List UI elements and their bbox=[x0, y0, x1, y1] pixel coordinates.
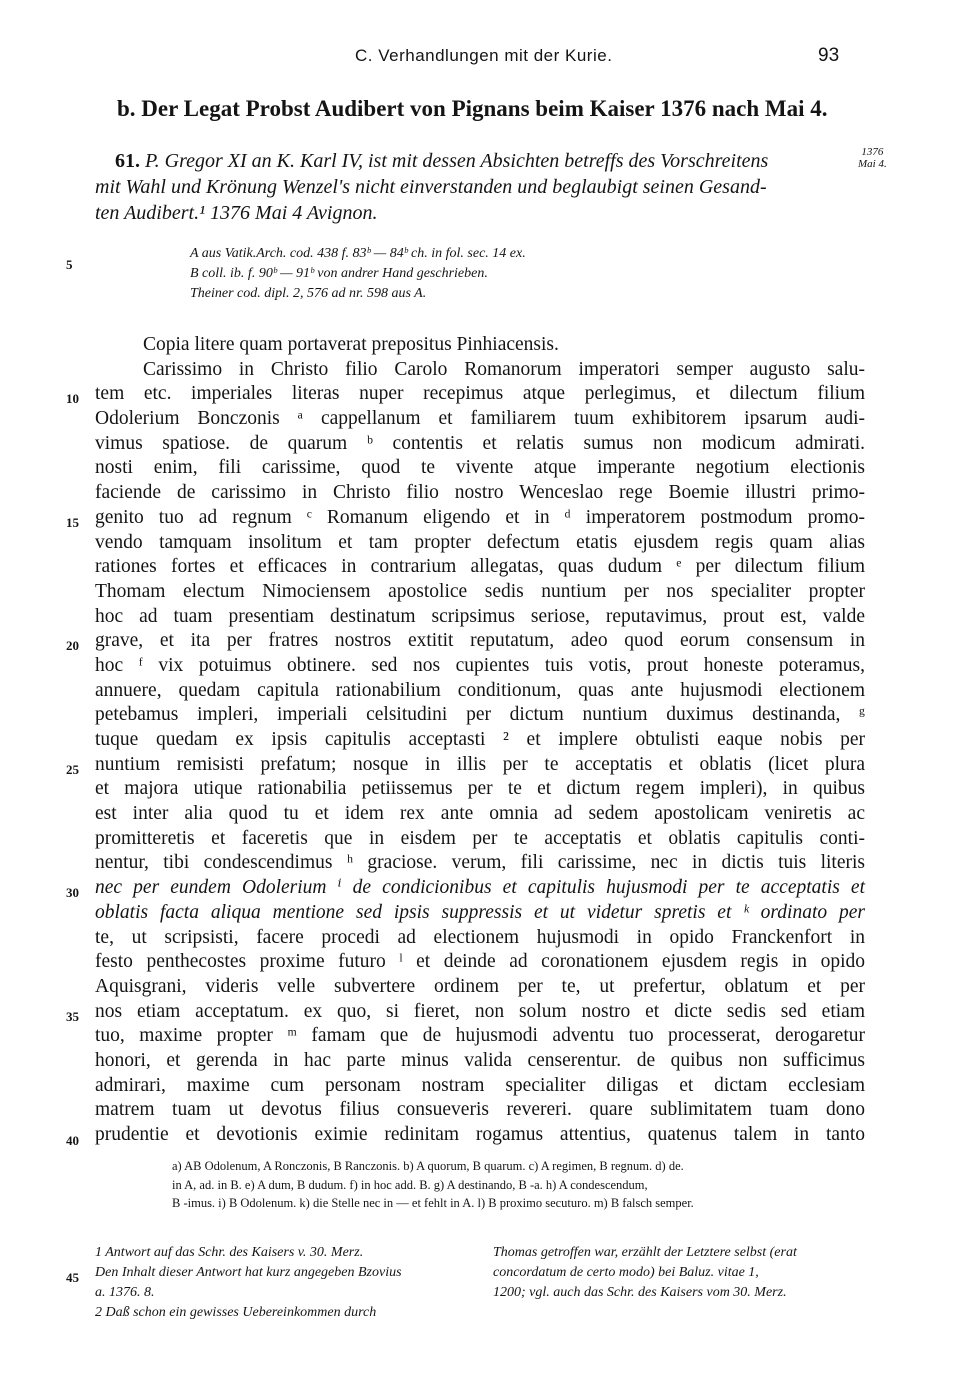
footnote-line: 1 Antwort auf das Schr. des Kaisers v. 30. Merz. bbox=[95, 1245, 364, 1260]
text-line: honori, et gerenda in hac parte minus valida censerentur. de quibus non sufficimus bbox=[95, 1049, 865, 1071]
footnote-line: Thomas getroffen war, erzählt der Letztere selbst (erat bbox=[493, 1245, 797, 1260]
text-line: hoc ᶠ vix potuimus obtinere. sed nos cupientes tuis votis, prout honeste poteramus, bbox=[95, 654, 865, 676]
line-number: 20 bbox=[66, 638, 79, 653]
text-line: genito tuo ad regnum ᶜ Romanum eligendo et in ᵈ imperatorem postmodum promo- bbox=[95, 506, 865, 528]
line-number: 15 bbox=[66, 515, 79, 530]
text-line: hoc ad tuam presentiam destinatum scripsimus seriose, reputavimus, prout est, valde bbox=[95, 605, 865, 627]
text-line: Thomam electum Nimociensem apostolice sedis nuntium per nos specialiter propter bbox=[95, 580, 865, 602]
text-line: nosti enim, fili carissime, quod te vivente atque imperante negotium electionis bbox=[95, 457, 865, 479]
line-number: 45 bbox=[66, 1270, 79, 1285]
text-line: annuere, quedam capitula rationabilium conditionum, quas ante hujusmodi electionem bbox=[95, 679, 865, 701]
margin-day: Mai 4. bbox=[858, 158, 887, 170]
source-line: B coll. ib. f. 90ᵇ — 91ᵇ von andrer Hand geschrieben. bbox=[190, 266, 488, 281]
footnote-line: concordatum de certo modo) bei Baluz. vitae 1, bbox=[493, 1265, 759, 1280]
source-line: A aus Vatik.Arch. cod. 438 f. 83ᵇ — 84ᵇ ch. in fol. sec. 14 ex. bbox=[190, 246, 526, 261]
source-line: Theiner cod. dipl. 2, 576 ad nr. 598 aus A. bbox=[190, 286, 427, 301]
text-line: Copia litere quam portaverat prepositus Pinhiacensis. bbox=[143, 334, 559, 355]
line-number: 35 bbox=[66, 1009, 79, 1024]
text-line: faciende de carissimo in Christo filio nostro Wenceslao rege Boemie illustri primo- bbox=[95, 482, 865, 504]
text-line: nuntium remisisti prefatum; nosque in illis per te acceptatis et oblatis (licet plura bbox=[95, 753, 865, 775]
document-heading-line: ten Audibert.¹ 1376 Mai 4 Avignon. bbox=[95, 202, 378, 224]
text-line: tem etc. imperiales literas nuper recepimus atque perlegimus, et dilectum filium bbox=[95, 383, 865, 405]
document-heading-line: mit Wahl und Krönung Wenzel's nicht einverstanden und beglaubigt seinen Gesand- bbox=[95, 176, 767, 198]
letter-text bbox=[95, 333, 865, 1148]
footnotes-left-column bbox=[95, 1243, 475, 1323]
text-line: Odolerium Bonczonis ᵃ cappellanum et familiarem tuum exhibitorem ipsarum audi- bbox=[95, 408, 865, 430]
text-line: petebamus impleri, imperiali celsitudini per dictum nuntium duximus destinanda, ᵍ bbox=[95, 704, 865, 726]
text-line: nec per eundem Odolerium ⁱ de condicionibus et capitulis hujusmodi per te acceptatis et bbox=[95, 877, 865, 899]
footnote-line: a. 1376. 8. bbox=[95, 1285, 155, 1300]
footnote-line: 1200; vgl. auch das Schr. des Kaisers vom 30. Merz. bbox=[493, 1285, 787, 1300]
text-line: promitteretis et faceretis que in eisdem per te acceptatis et oblatis capitulis conti- bbox=[95, 827, 865, 849]
text-line: vendo tamquam insolitum et tam propter defectum etatis ejusdem regis quam alias bbox=[95, 531, 865, 553]
line-number: 40 bbox=[66, 1133, 79, 1148]
text-line: admirari, maxime cum personam nostram specialiter diligas et dictam ecclesiam bbox=[95, 1074, 865, 1096]
page-number: 93 bbox=[818, 45, 840, 66]
text-line: Carissimo in Christo filio Carolo Romanorum imperatori semper augusto salu- bbox=[143, 358, 865, 380]
footnote-line: Den Inhalt dieser Antwort hat kurz angegeben Bzovius bbox=[95, 1265, 402, 1280]
text-line: nos etiam acceptatum. ex quo, si fieret, non solum nostro et dicte sedis sed etiam bbox=[95, 1000, 865, 1022]
text-line: vimus spatiose. de quarum ᵇ contentis et relatis sumus non modicum admirati. bbox=[95, 432, 865, 454]
line-number: 10 bbox=[66, 391, 79, 406]
text-line: grave, et ita per fratres nostros extitit reputatum, adeo quod eorum consensum in bbox=[95, 630, 865, 652]
margin-date bbox=[858, 146, 887, 170]
text-line: te, ut scripsisti, facere procedi ad electionem hujusmodi in opido Franckenfort in bbox=[95, 926, 865, 948]
text-line: festo penthecostes proxime futuro ˡ et deinde ad coronationem ejusdem regis in opido bbox=[95, 951, 865, 973]
text-line: rationes fortes et efficaces in contrarium allegatas, quas dudum ᵉ per dilectum filium bbox=[95, 556, 865, 578]
text-line: et majora utique rationabilia petiissemus per te et dictum regem impleri), in quibus bbox=[95, 778, 865, 800]
source-list bbox=[190, 244, 526, 304]
text-line: nentur, tibi condescendimus ʰ graciose. verum, fili carissime, nec in dictis tuis literis bbox=[95, 852, 865, 874]
document-heading-line bbox=[95, 148, 867, 174]
text-line: Aquisgrani, videris velle subvertere ordinem per te, ut prefertur, oblatum et per bbox=[95, 975, 865, 997]
critical-apparatus bbox=[172, 1157, 867, 1213]
document-heading bbox=[95, 148, 867, 226]
document-heading-text: P. Gregor XI an K. Karl IV, ist mit dessen Absichten betreffs des Vorschreitens bbox=[145, 150, 769, 172]
line-number: 5 bbox=[66, 257, 73, 272]
text-line: tuo, maxime propter ᵐ famam que de hujusmodi adventu tuo processerat, derogaretur bbox=[95, 1025, 865, 1047]
text-line: est inter alia quod tu et idem rex ante omnia ad sedem apostolicam veniretis ac bbox=[95, 803, 865, 825]
line-number: 30 bbox=[66, 885, 79, 900]
margin-year: 1376 bbox=[861, 146, 884, 158]
footnote-line: 2 Daß schon ein gewisses Uebereinkommen durch bbox=[95, 1305, 377, 1320]
apparatus-line: B -imus. i) B Odolenum. k) die Stelle nec in — et fehlt in A. l) B proximo secuturo. m) B falsch semper. bbox=[172, 1196, 694, 1210]
footnotes-right-column bbox=[493, 1243, 873, 1303]
apparatus-line: a) AB Odolenum, A Ronczonis, B Ranczonis. b) A quorum, B quarum. c) A regimen, B regnum. d) de. bbox=[172, 1159, 684, 1173]
line-number: 25 bbox=[66, 762, 79, 777]
text-line: matrem tuam ut devotus filius consueveris revereri. quare sublimitatem tuam dono bbox=[95, 1099, 865, 1121]
text-line: oblatis facta aliqua mentione sed ipsis suppressis et ut videtur spretis et ᵏ ordinato per bbox=[95, 901, 865, 923]
running-head: C. Verhandlungen mit der Kurie. bbox=[355, 46, 613, 65]
apparatus-line: in A, ad. in B. e) A dum, B dudum. f) in hoc add. B. g) A destinando, B -a. h) A condescendum, bbox=[172, 1177, 648, 1192]
document-number: 61. bbox=[115, 150, 140, 172]
section-heading: b. Der Legat Probst Audibert von Pignans beim Kaiser 1376 nach Mai 4. bbox=[117, 96, 828, 121]
text-line: tuque quedam ex ipsis capitulis acceptasti ² et implere obtulisti eaque nobis per bbox=[95, 729, 865, 750]
text-line: prudentie et devotionis eximie redinitam rogamus attentius, quatenus talem in tanto bbox=[95, 1124, 865, 1145]
